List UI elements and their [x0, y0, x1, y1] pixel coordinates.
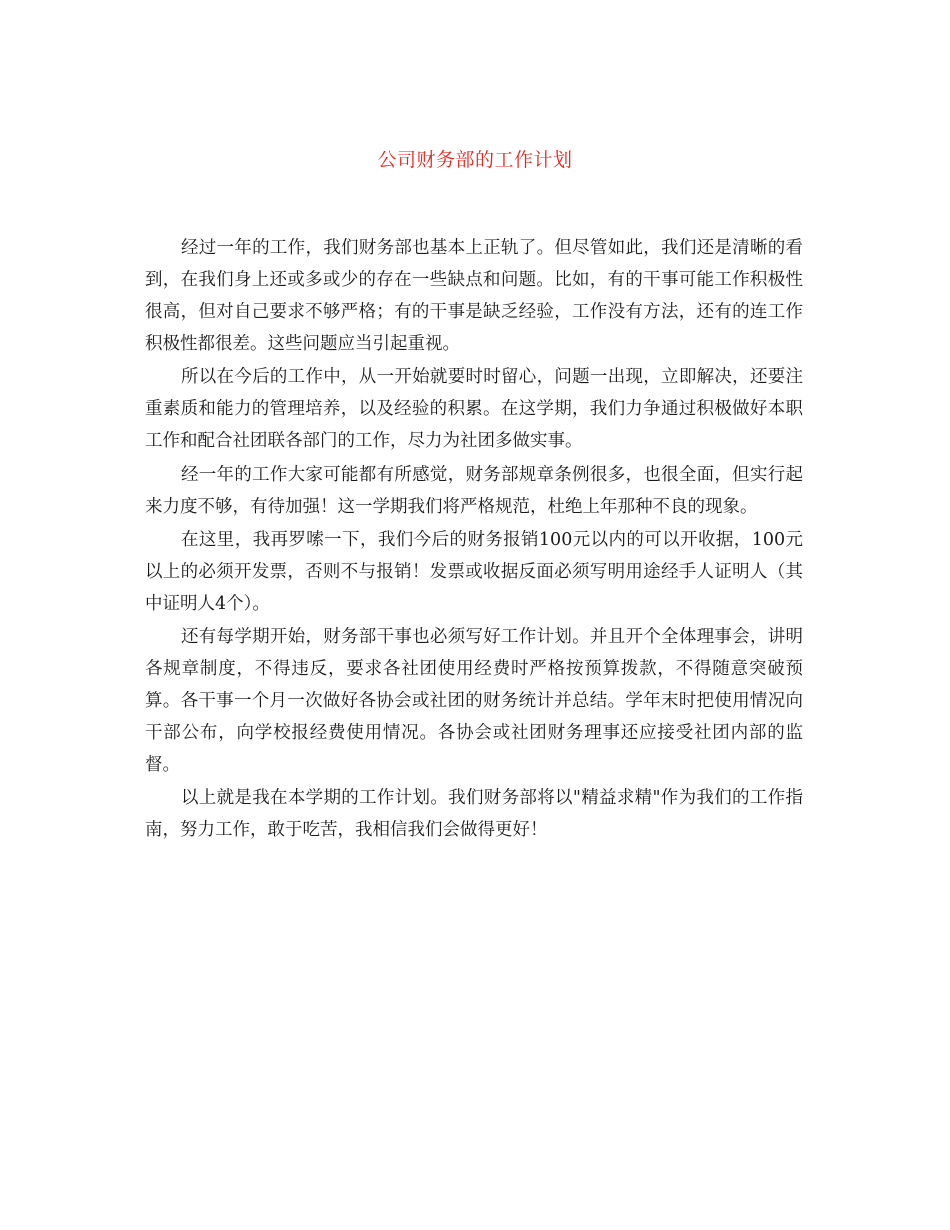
paragraph: 经过一年的工作，我们财务部也基本上正轨了。但尽管如此，我们还是清晰的看到，在我们身上还或多或少的存在一些缺点和问题。比如，有的干事可能工作积极性很高，但对自己要求不够严格；有的干事是缺乏经验，工作没有方法，还有的连工作积极性都很差。这些问题应当引起重视。: [145, 238, 803, 354]
paragraph: 经一年的工作大家可能都有所感觉，财务部规章条例很多，也很全面，但实行起来力度不够，有待加强！这一学期我们将严格规范，杜绝上年那种不良的现象。: [145, 464, 803, 517]
paragraph: 所以在今后的工作中，从一开始就要时时留心，问题一出现，立即解决，还要注重素质和能力的管理培养，以及经验的积累。在这学期，我们力争通过积极做好本职工作和配合社团联各部门的工作，尽力为社团多做实事。: [145, 367, 803, 452]
paragraph: 以上就是我在本学期的工作计划。我们财务部将以"精益求精"作为我们的工作指南，努力工作，敢于吃苦，我相信我们会做得更好！: [145, 788, 803, 841]
paragraph: 在这里，我再罗嗦一下，我们今后的财务报销100元以内的可以开收据，100元以上的必须开发票，否则不与报销！发票或收据反面必须写明用途经手人证明人（其中证明人4个）。: [145, 529, 803, 614]
paragraph: 还有每学期开始，财务部干事也必须写好工作计划。并且开个全体理事会，讲明各规章制度，不得违反，要求各社团使用经费时严格按预算拨款，不得随意突破预算。各干事一个月一次做好各协会或社团的财务统计并总结。学年末时把使用情况向干部公布，向学校报经费使用情况。各协会或社团财务理事还应接受社团内部的监督。: [145, 627, 803, 776]
document-body: [145, 232, 803, 848]
document-title: 公司财务部的工作计划: [377, 149, 573, 171]
